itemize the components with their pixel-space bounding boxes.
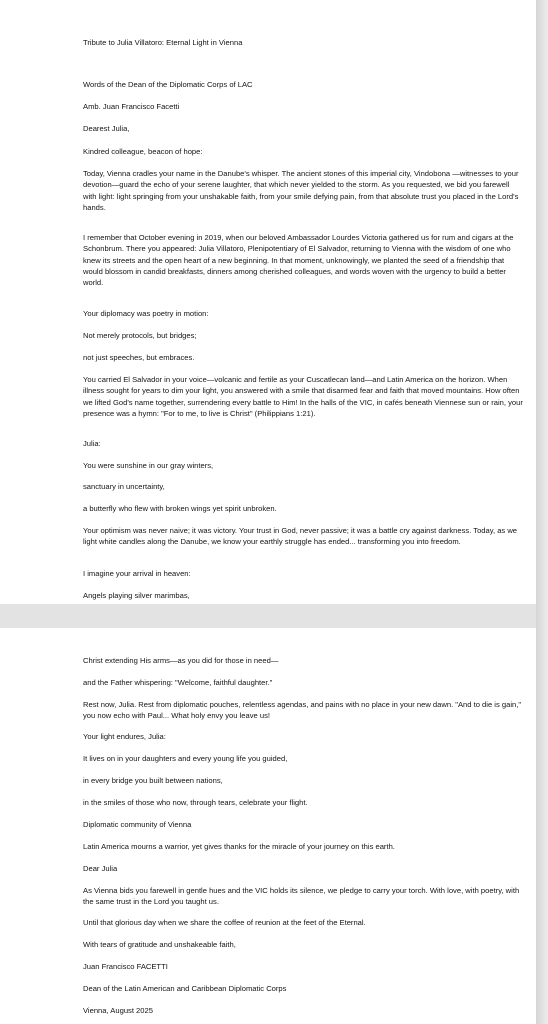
salutation: Kindred colleague, beacon of hope: [83, 147, 203, 156]
paragraph-vienna: As Vienna bids you farewell in gentle hues and the VIC holds its silence, we pledge to carry your torch. With love, with poetry, with the same trust in the Lord you taught us. [83, 886, 520, 907]
poem-line: in the smiles of those who now, through tears, celebrate your flight. [83, 798, 308, 807]
author-line: Amb. Juan Francisco Facetti [83, 102, 180, 111]
poem-line: Your diplomacy was poetry in motion: [83, 309, 209, 318]
document-title: Tribute to Julia Villatoro: Eternal Light in Vienna [83, 38, 243, 47]
poem-line: I imagine your arrival in heaven: [83, 569, 191, 578]
poem-line: Not merely protocols, but bridges; [83, 331, 197, 340]
poem-line: a butterfly who flew with broken wings yet spirit unbroken. [83, 504, 277, 513]
paragraph-remember: I remember that October evening in 2019, when our beloved Ambassador Lourdes Victoria gathered us for rum and cigars at the Schonbrum. There you appeared: Julia Villatoro, Plenipotentiary of El Salvador, returning to Vienna with the wisdom of one who knew its streets and the open heart of a new beginning. In that moment, unknowingly, we planted the seed of a friendship that would blossom in candid breakfasts, dinners among cherished colleagues, and words woven with the urgency to build a better world. [83, 233, 514, 288]
dear-line: Dear Julia [83, 864, 118, 873]
poem-line: Your light endures, Julia: [83, 732, 166, 741]
paragraph-carried: You carried El Salvador in your voice—volcanic and fertile as your Cuscatlecan land—and Latin America on the horizon. When illness sought for years to dim your light, you answered with a smile that disarmed fear and faith that moved mountains. How often we lifted God's name together, surrendering every battle to Him! In the halls of the VIC, in cafés beneath Viennese sun or rain, your presence was a hymn: "For to me, to live is Christ" (Philippians 1:21). [83, 375, 523, 418]
speech-heading: Words of the Dean of the Diplomatic Corps of LAC [83, 80, 253, 89]
poem-line: not just speeches, but embraces. [83, 353, 195, 362]
poem-line: in every bridge you built between nations, [83, 776, 223, 785]
closing-line: With tears of gratitude and unshakeable faith, [83, 940, 236, 949]
paragraph-until: Until that glorious day when we share the coffee of reunion at the feet of the Eternal. [83, 918, 366, 927]
poem-line: and the Father whispering: "Welcome, faithful daughter." [83, 678, 273, 687]
greeting: Dearest Julia, [83, 124, 130, 133]
poem-line: You were sunshine in our gray winters, [83, 461, 214, 470]
poem-line: sanctuary in uncertainty, [83, 482, 165, 491]
place-date: Vienna, August 2025 [83, 1006, 153, 1015]
paragraph-today: Today, Vienna cradles your name in the Danube's whisper. The ancient stones of this imperial city, Vindobona —witnesses to your devotion—guard the echo of your serene laughter, that which never yielded to the storm. As you requested, we bid you farewell with light: light springing from your unshakable faith, from your smile defying pain, from that absolute trust you placed in the Lord's hands. [83, 169, 519, 212]
paragraph-optimism: Your optimism was never naive; it was victory. Your trust in God, never passive; it was a battle cry against darkness. Today, as we light white candles along the Danube, we know your earthly struggle has ended... transforming you into freedom. [83, 526, 518, 547]
poem-line: Julia: [83, 439, 101, 448]
poem-line: It lives on in your daughters and every young life you guided, [83, 754, 288, 763]
signature-title: Dean of the Latin American and Caribbean Diplomatic Corps [83, 984, 287, 993]
poem-line: Angels playing silver marimbas, [83, 591, 190, 600]
community-line: Diplomatic community of Vienna [83, 820, 192, 829]
paragraph-mourns: Latin America mourns a warrior, yet gives thanks for the miracle of your journey on this earth. [83, 842, 395, 851]
page-edge-shadow [536, 0, 548, 1024]
signature-name: Juan Francisco FACETTI [83, 962, 168, 971]
paragraph-rest: Rest now, Julia. Rest from diplomatic pouches, relentless agendas, and pains with no place in your new dawn. "And to die is gain," you now echo with Paul... What holy envy you leave us! [83, 700, 522, 721]
letter-page-2 [0, 628, 536, 1024]
poem-line: Christ extending His arms—as you did for those in need— [83, 656, 279, 665]
